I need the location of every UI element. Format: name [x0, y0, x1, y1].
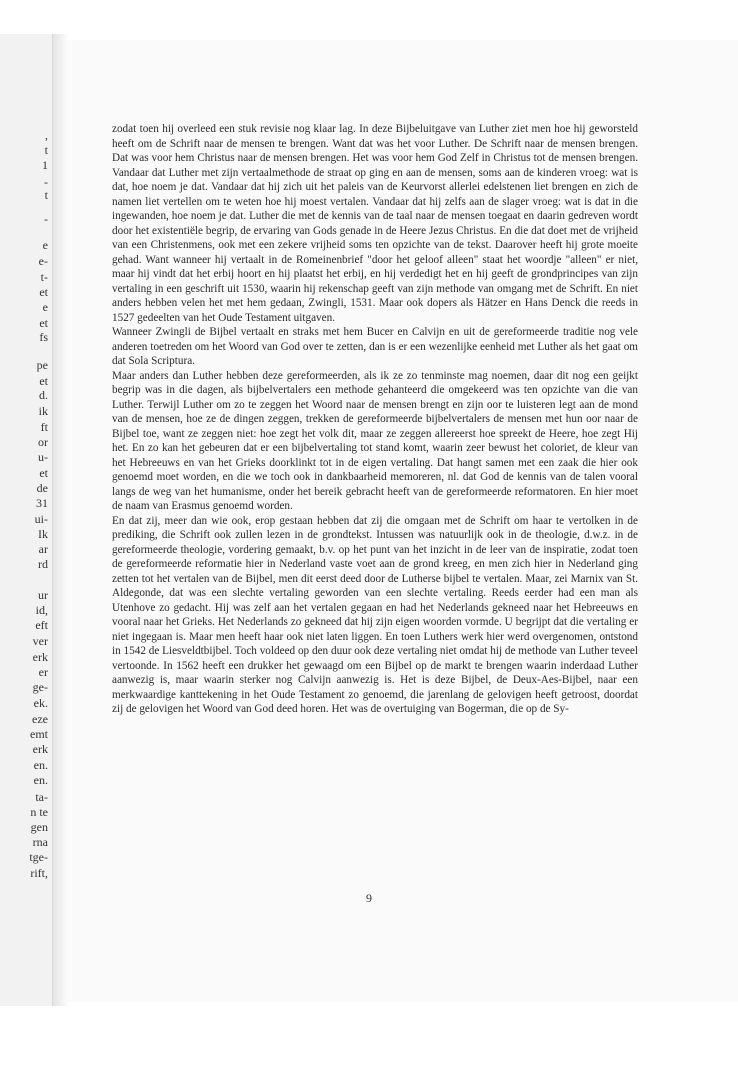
left-page-fragment: e- — [38, 254, 48, 268]
left-page-fragment: e — [42, 300, 48, 314]
body-text — [112, 122, 638, 717]
left-page-fragment: tge- — [29, 850, 48, 864]
left-page-fragment: en. — [33, 758, 48, 772]
left-page-fragment: ge- — [32, 680, 48, 694]
left-page-fragment: fs — [39, 330, 48, 344]
left-page-fragment: Ik — [38, 527, 48, 541]
left-page-fragment: 31 — [36, 496, 48, 510]
paragraph-1: zodat toen hij overleed een stuk revisie nog klaar lag. In deze Bijbeluitgave van Luther ziet men hoe hij geworsteld heeft om de Schrift naar de mensen te brengen. Want dat was het voor Luther. De Schrift naar de mensen brengen. Dat was voor hem Christus naar de mensen brengen. Het was voor hem God Zelf in Christus tot de mensen brengen. Vandaar dat Luther met zijn vertaalmethode de straat op ging en aan de mensen, soms aan de kinderen vroeg: wat is dat, hoe noem je dat. Vandaar dat hij zich uit het paleis van de Keurvorst allerlei edelstenen liet brengen en zich de namen liet vertellen om te weten hoe hij moest vertalen. Vandaar dat hij zelfs aan de slager vroeg: wat is dat in die ingewanden, hoe noem je dat. Luther die met de kennis van de taal naar de mensen toegaat en daarin gedreven wordt door het existentiële begrip, de ervaring van Gods genade in de Heere Jezus Christus. En die dat doet met de vrijheid van een Christenmens, ook met een zekere vrijheid soms ten opzichte van de tekst. Daarover heeft hij grote moeite gehad. Want wanneer hij vertaalt in de Romeinenbrief "door het geloof alleen" staat het woordje "alleen" er niet, maar hij vindt dat het erbij hoort en hij plaatst het erbij, en hij verdedigt het en hij geeft de grondprincipes van zijn vertaling in een geschrift uit 1530, waarin hij rekenschap geeft van zijn methode van omgang met de Schrift. En niet anders hebben velen het met hem gedaan, Zwingli, 1531. Maar ook dopers als Hätzer en Hans Denck die reeds in 1527 gedeelten van het Oude Testament uitgaven. — [112, 123, 638, 324]
paragraph-2: Wanneer Zwingli de Bijbel vertaalt en straks met hem Bucer en Calvijn en uit de gereformeerde traditie nog vele anderen toetreden om het Woord van God over te zetten, dan is er een wezenlijke eenheid met Luther als het gaat om dat Sola Scriptura. — [112, 326, 638, 367]
left-page-fragment: e — [42, 238, 48, 252]
paragraph-4: En dat zij, meer dan wie ook, erop gestaan hebben dat zij die omgaan met de Schrift om haar te vertolken in de prediking, die Schrift ook zullen lezen in de grondtekst. Intussen was natuurlijk ook in de theologie, d.w.z. in de gereformeerde theologie, vordering gemaakt, b.v. op het punt van het inzicht in de leer van de inspiratie, zodat toen de gereformeerde reformatie hier in Nederland vaste voet aan de grond kreeg, en men zich hier in Nederland ging zetten tot het vertalen van de Bijbel, men dit eerst deed door de Lutherse bijbel te vertalen. Maar, zei Marnix van St. Aldegonde, dat was een slechte vertaling geworden van een slechte vertaling. Reeds eerder had een man als Utenhove zo gedacht. Hij was zelf aan het vertalen gegaan en had het Nederlands gekneed naar het Hebreeuws en vooral naar het Grieks. Het Nederlands zo gekneed dat hij zijn eigen woorden vormde. U begrijpt dat die vertaling er niet ingegaan is. Maar men heeft haar ook niet laten liggen. En toen Luthers werk hier werd overgenomen, ontstond in 1542 de Liesveldtbijbel. Toch voldeed op den duur ook deze vertaling niet omdat hij de methode van Luther teveel vertoonde. In 1562 heeft een drukker het gewaagd om een Bijbel op de markt te brengen waarin inderdaad Luther aanwezig is, maar waarin sterker nog Calvijn aanwezig is. Het is deze Bijbel, de Deux-Aes-Bijbel, naar een merkwaardige kanttekening in het Oude Testament zo genoemd, die jarenlang de gelovigen heeft getroost, doordat zij de gelovigen het Woord van God deed horen. Het was de overtuiging van Bogerman, die op de Sy- — [112, 514, 638, 715]
left-page-fragment: 1 — [42, 158, 48, 172]
left-page-fragment: erk — [32, 742, 48, 756]
book-gutter — [53, 34, 67, 1006]
left-page-fragment: et — [39, 466, 48, 480]
left-page-fragment: gen — [30, 820, 48, 834]
left-page-fragment: ver — [32, 634, 48, 648]
left-page-fragment: t- — [40, 270, 48, 284]
left-page-fragment: - — [44, 175, 48, 189]
left-page-fragment: et — [39, 285, 48, 299]
left-page-fragment: et — [39, 374, 48, 388]
left-page-fragment: id, — [35, 603, 48, 617]
page-number: 9 — [366, 891, 372, 905]
paragraph-3: Maar anders dan Luther hebben deze gereformeerden, als ik ze zo tenminste mag noemen, daar dit nog een geijkt begrip was in die dagen, als bijbelvertalers een methode gehanteerd die omgekeerd was ten opzichte van die van Luther. Terwijl Luther om zo te zeggen het Woord naar de mensen brengt en zijn oor te luisteren legt aan de mond van de mensen, hoe ze de dingen zeggen, trekken de gereformeerde bijbelvertalers de mensen met hun oor naar de Bijbel toe, want ze zeggen niet: hoe zegt het volk dit, maar ze zeggen allereerst hoe spreekt de Heere, hoe zegt Hij het. En zo kan het gebeuren dat er een bijbelvertaling tot stand komt, waarin zeer bewust het coloriet, de kleur van het Hebreeuws en van het Grieks doorklinkt tot in de eigen vertaling. Dat hangt samen met een zaak die hier ook genoemd moet worden, en die we toch ook in dankbaarheid memoreren, nl. dat God de kennis van de talen vooral langs de weg van het humanisme, onder het bereik gebracht heeft van de gereformeerde reformatoren. En hier moet de naam van Erasmus genoemd worden. — [112, 369, 638, 512]
left-page-fragment: ft — [40, 420, 48, 434]
left-page-edge — [0, 34, 53, 1006]
left-page-fragment: de — [36, 481, 48, 495]
left-page-fragment: eft — [35, 618, 48, 632]
left-page-fragment: - — [44, 212, 48, 226]
left-page-fragment: or — [38, 435, 48, 449]
left-page-fragment: n te — [30, 805, 48, 819]
left-page-fragment: emt — [30, 727, 48, 741]
left-page-fragment: ek. — [33, 696, 48, 710]
left-page-fragment: ik — [38, 404, 48, 418]
left-page-fragment: t — [44, 143, 48, 157]
left-page-fragment: erk — [32, 650, 48, 664]
left-page-fragment: rna — [32, 835, 48, 849]
left-page-fragment: ar — [38, 542, 48, 556]
left-page-fragment: et — [39, 316, 48, 330]
left-page-fragment: rift, — [30, 866, 48, 880]
left-page-fragment: t — [44, 188, 48, 202]
left-page-fragment: eze — [32, 712, 48, 726]
left-page-fragment: er — [38, 665, 48, 679]
left-page-fragment: pe — [36, 358, 48, 372]
left-page-fragment: ta- — [35, 790, 48, 804]
left-page-fragment: u- — [38, 450, 48, 464]
left-page-fragment: d. — [39, 388, 48, 402]
left-page-fragment: ur — [38, 588, 48, 602]
left-page-fragment: en. — [33, 773, 48, 787]
left-page-fragment: ui- — [34, 512, 48, 526]
left-page-fragment: , — [45, 128, 48, 142]
left-page-fragment: rd — [38, 557, 48, 571]
